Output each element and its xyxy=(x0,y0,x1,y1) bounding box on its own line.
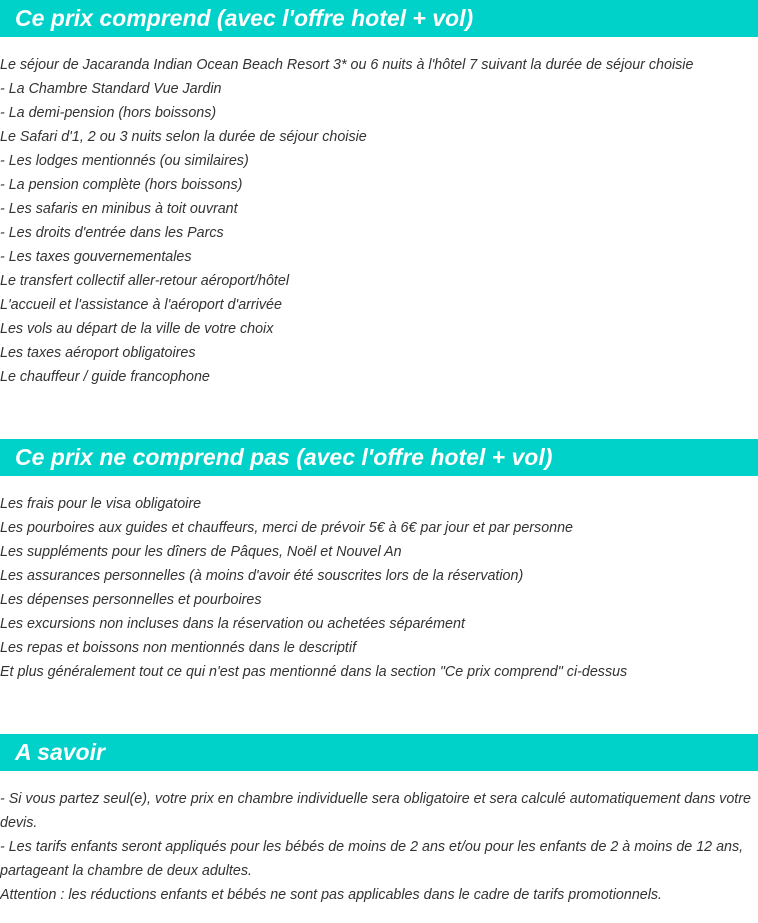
excluded-section-header xyxy=(0,439,758,476)
info-section-title: A savoir xyxy=(15,739,105,765)
list-item: Le chauffeur / guide francophone xyxy=(0,369,210,385)
info-section-header xyxy=(0,734,758,771)
list-item: Les dépenses personnelles et pourboires xyxy=(0,592,262,608)
list-item: Le Safari d'1, 2 ou 3 nuits selon la durée de séjour choisie xyxy=(0,129,367,145)
list-item: - La Chambre Standard Vue Jardin xyxy=(0,81,222,97)
list-item: Les repas et boissons non mentionnés dans le descriptif xyxy=(0,640,357,656)
included-list xyxy=(0,53,756,389)
info-paragraphs xyxy=(0,787,752,907)
list-item: Le séjour de Jacaranda Indian Ocean Beach Resort 3* ou 6 nuits à l'hôtel 7 suivant la durée de séjour choisie xyxy=(0,57,694,73)
info-paragraph: - Si vous partez seul(e), votre prix en chambre individuelle sera obligatoire et sera calculé automatiquement dans votre devis. xyxy=(0,791,751,831)
included-section-header xyxy=(0,0,758,37)
list-item: Les excursions non incluses dans la réservation ou achetées séparément xyxy=(0,616,465,632)
list-item: Les assurances personnelles (à moins d'avoir été souscrites lors de la réservation) xyxy=(0,568,524,584)
list-item: Les suppléments pour les dîners de Pâques, Noël et Nouvel An xyxy=(0,544,402,560)
list-item: Les vols au départ de la ville de votre choix xyxy=(0,321,274,337)
excluded-list xyxy=(0,492,756,684)
list-item: L'accueil et l'assistance à l'aéroport d'arrivée xyxy=(0,297,282,313)
list-item: Les pourboires aux guides et chauffeurs, merci de prévoir 5€ à 6€ par jour et par personne xyxy=(0,520,574,536)
list-item: Les frais pour le visa obligatoire xyxy=(0,496,202,512)
list-item: - Les safaris en minibus à toit ouvrant xyxy=(0,201,238,217)
list-item: - La pension complète (hors boissons) xyxy=(0,177,243,193)
list-item: - La demi-pension (hors boissons) xyxy=(0,105,217,121)
info-paragraph: Attention : les réductions enfants et bébés ne sont pas applicables dans le cadre de tarifs promotionnels. xyxy=(0,887,663,903)
info-paragraph: - Les tarifs enfants seront appliqués pour les bébés de moins de 2 ans et/ou pour les enfants de 2 à moins de 12 ans, partageant la chambre de deux adultes. xyxy=(0,839,744,879)
list-item: - Les droits d'entrée dans les Parcs xyxy=(0,225,224,241)
excluded-section-title: Ce prix ne comprend pas (avec l'offre hotel + vol) xyxy=(15,444,553,470)
list-item: - Les lodges mentionnés (ou similaires) xyxy=(0,153,249,169)
list-item: Les taxes aéroport obligatoires xyxy=(0,345,196,361)
list-item: Et plus généralement tout ce qui n'est pas mentionné dans la section "Ce prix comprend" ci-dessus xyxy=(0,664,628,680)
included-section-title: Ce prix comprend (avec l'offre hotel + vol) xyxy=(15,5,474,31)
list-item: Le transfert collectif aller-retour aéroport/hôtel xyxy=(0,273,289,289)
list-item: - Les taxes gouvernementales xyxy=(0,249,192,265)
